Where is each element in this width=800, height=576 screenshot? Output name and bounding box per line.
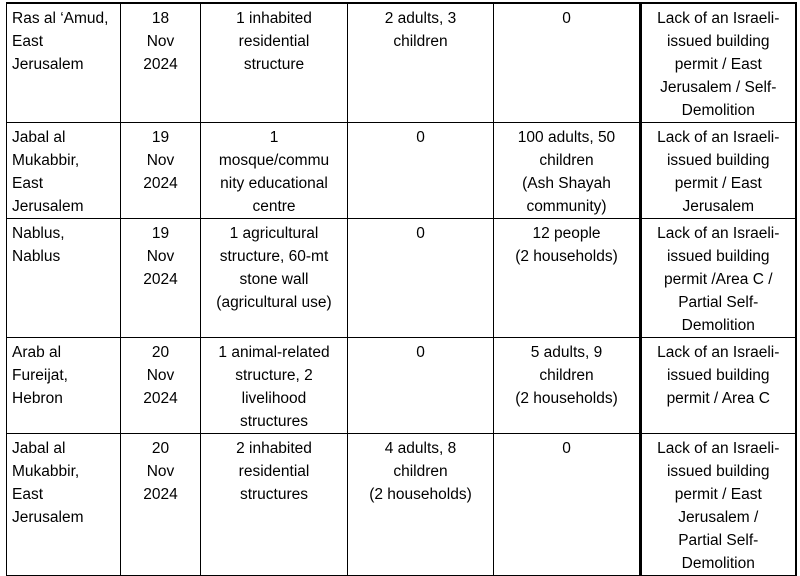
table-row — [7, 3, 796, 123]
displaced-cell: 0 — [348, 219, 494, 338]
location-cell: Nablus, Nablus — [7, 219, 121, 338]
reason-cell: Lack of an Israeli- issued building permit / Area C — [641, 338, 796, 434]
structures-cell: 1 agricultural structure, 60-mt stone wall (agricultural use) — [201, 219, 348, 338]
location-cell: Ras al ‘Amud, East Jerusalem — [7, 3, 121, 123]
table-row — [7, 219, 796, 338]
date-cell: 18 Nov 2024 — [121, 3, 201, 123]
reason-cell: Lack of an Israeli- issued building permit / East Jerusalem — [641, 123, 796, 219]
location-cell: Arab al Fureijat, Hebron — [7, 338, 121, 434]
structures-cell: 1 mosque/commu nity educational centre — [201, 123, 348, 219]
reason-cell: Lack of an Israeli- issued building permit / East Jerusalem / Self- Demolition — [641, 3, 796, 123]
date-cell: 20 Nov 2024 — [121, 338, 201, 434]
affected-cell: 5 adults, 9 children (2 households) — [494, 338, 641, 434]
table-row — [7, 123, 796, 219]
location-cell: Jabal al Mukabbir, East Jerusalem — [7, 123, 121, 219]
displaced-cell: 4 adults, 8 children (2 households) — [348, 434, 494, 576]
date-cell: 20 Nov 2024 — [121, 434, 201, 576]
affected-cell: 0 — [494, 434, 641, 576]
table-row — [7, 434, 796, 576]
demolitions-table — [6, 2, 797, 576]
date-cell: 19 Nov 2024 — [121, 123, 201, 219]
date-cell: 19 Nov 2024 — [121, 219, 201, 338]
displaced-cell: 0 — [348, 338, 494, 434]
structures-cell: 2 inhabited residential structures — [201, 434, 348, 576]
affected-cell: 100 adults, 50 children (Ash Shayah community) — [494, 123, 641, 219]
affected-cell: 12 people (2 households) — [494, 219, 641, 338]
reason-cell: Lack of an Israeli- issued building permit / East Jerusalem / Partial Self- Demolition — [641, 434, 796, 576]
displaced-cell: 2 adults, 3 children — [348, 3, 494, 123]
reason-cell: Lack of an Israeli- issued building permit /Area C / Partial Self- Demolition — [641, 219, 796, 338]
location-cell: Jabal al Mukabbir, East Jerusalem — [7, 434, 121, 576]
structures-cell: 1 animal-related structure, 2 livelihood structures — [201, 338, 348, 434]
structures-cell: 1 inhabited residential structure — [201, 3, 348, 123]
affected-cell: 0 — [494, 3, 641, 123]
displaced-cell: 0 — [348, 123, 494, 219]
table-row — [7, 338, 796, 434]
